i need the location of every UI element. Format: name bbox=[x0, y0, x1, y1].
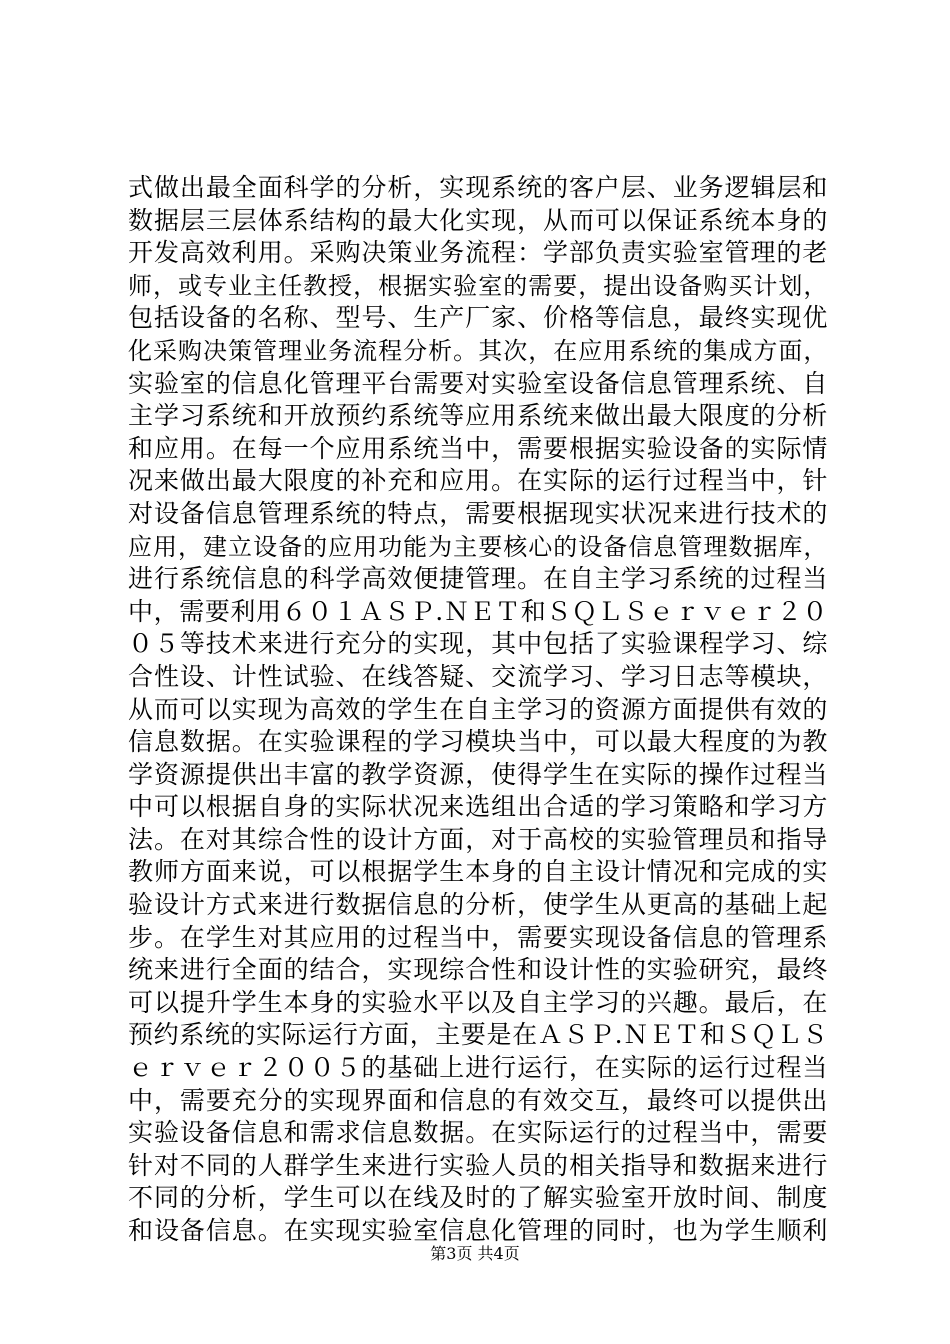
text-line: 进行系统信息的科学高效便捷管理。在自主学习系统的过程当 bbox=[128, 564, 828, 594]
text-line: 信息数据。在实验课程的学习模块当中，可以最大程度的为教 bbox=[128, 727, 828, 757]
text-line: 应用，建立设备的应用功能为主要核心的设备信息管理数据库， bbox=[128, 532, 828, 561]
text-line: 步。在学生对其应用的过程当中，需要实现设备信息的管理系 bbox=[128, 922, 828, 952]
text-line: 和设备信息。在实现实验室信息化管理的同时，也为学生顺利 bbox=[128, 1216, 828, 1245]
text-line: 针对不同的人群学生来进行实验人员的相关指导和数据来进行 bbox=[128, 1150, 828, 1180]
text-line: 中，需要充分的实现界面和信息的有效交互，最终可以提供出 bbox=[128, 1085, 828, 1115]
text-line: 实验设备信息和需求信息数据。在实际运行的过程当中，需要 bbox=[128, 1118, 828, 1148]
text-line: 对设备信息管理系统的特点，需要根据现实状况来进行技术的 bbox=[128, 498, 828, 528]
text-line: 不同的分析，学生可以在线及时的了解实验室开放时间、制度 bbox=[128, 1183, 828, 1213]
text-line: 化采购决策管理业务流程分析。其次，在应用系统的集成方面， bbox=[128, 336, 828, 365]
text-line: 预约系统的实际运行方面，主要是在ＡＳＰ.ＮＥＴ和ＳＱＬＳ bbox=[128, 1020, 828, 1050]
text-line: 学资源提供出丰富的教学资源，使得学生在实际的操作过程当 bbox=[128, 759, 828, 789]
text-line: 和应用。在每一个应用系统当中，需要根据实验设备的实际情 bbox=[128, 433, 828, 463]
text-line: 统来进行全面的结合，实现综合性和设计性的实验研究，最终 bbox=[128, 955, 828, 985]
text-line: 合性设、计性试验、在线答疑、交流学习、学习日志等模块， bbox=[128, 661, 828, 691]
text-line: 况来做出最大限度的补充和应用。在实际的运行过程当中，针 bbox=[128, 466, 828, 496]
text-line: 中，需要利用６０１ＡＳＰ.ＮＥＴ和ＳＱＬＳｅｒｖｅｒ２０ bbox=[128, 596, 828, 626]
body-text bbox=[128, 172, 828, 1248]
page-footer: 第3页 共4页 bbox=[430, 1244, 520, 1263]
text-line: 从而可以实现为高效的学生在自主学习的资源方面提供有效的 bbox=[128, 694, 828, 724]
text-line: 包括设备的名称、型号、生产厂家、价格等信息，最终实现优 bbox=[128, 303, 828, 333]
text-line: 可以提升学生本身的实验水平以及自主学习的兴趣。最后，在 bbox=[128, 987, 828, 1017]
text-line: 验设计方式来进行数据信息的分析，使学生从更高的基础上起 bbox=[128, 890, 828, 920]
text-line: 法。在对其综合性的设计方面，对于高校的实验管理员和指导 bbox=[128, 824, 828, 854]
text-line: 主学习系统和开放预约系统等应用系统来做出最大限度的分析 bbox=[128, 401, 828, 431]
text-line: ｅｒｖｅｒ２００５的基础上进行运行，在实际的运行过程当 bbox=[128, 1053, 828, 1083]
text-line: ０５等技术来进行充分的实现，其中包括了实验课程学习、综 bbox=[128, 629, 828, 659]
text-line: 教师方面来说，可以根据学生本身的自主设计情况和完成的实 bbox=[128, 857, 828, 887]
text-line: 师，或专业主任教授，根据实验室的需要，提出设备购买计划， bbox=[128, 271, 828, 300]
text-line: 开发高效利用。采购决策业务流程：学部负责实验室管理的老 bbox=[128, 238, 828, 268]
text-line: 中可以根据自身的实际状况来选组出合适的学习策略和学习方 bbox=[128, 792, 828, 822]
text-line: 实验室的信息化管理平台需要对实验室设备信息管理系统、自 bbox=[128, 368, 828, 398]
text-line: 数据层三层体系结构的最大化实现，从而可以保证系统本身的 bbox=[128, 205, 828, 235]
text-line: 式做出最全面科学的分析，实现系统的客户层、业务逻辑层和 bbox=[128, 173, 828, 202]
